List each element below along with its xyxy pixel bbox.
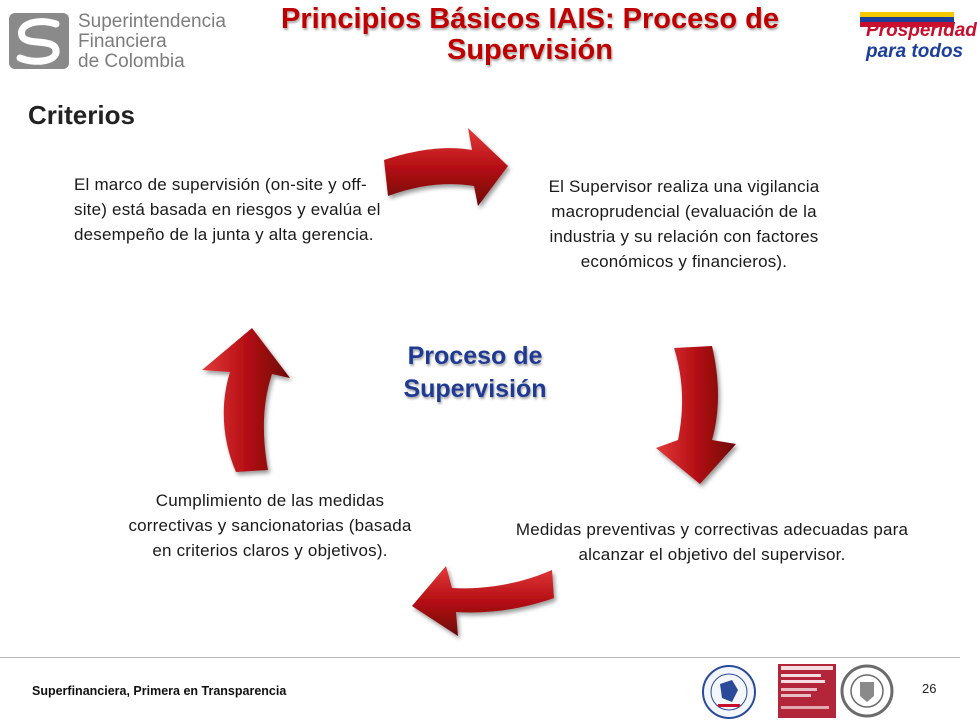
arrow-right-down-icon bbox=[656, 346, 736, 484]
section-subtitle: Criterios bbox=[28, 100, 135, 130]
cycle-center-label bbox=[370, 340, 580, 406]
page-title-line: Principios Básicos IAIS: Proceso de bbox=[281, 3, 779, 35]
bureau-veritas-seal-icon bbox=[840, 662, 894, 720]
logo-text-line: para todos bbox=[866, 41, 964, 62]
center-label-line: Proceso de bbox=[407, 342, 543, 370]
arrow-top-right-icon bbox=[384, 128, 508, 206]
arrow-left-up-icon bbox=[202, 328, 290, 472]
cycle-node-framework: El marco de supervisión (on-site y off-site) está basada en riesgos y evalúa el desempeño de la junta y alta gerencia. bbox=[74, 175, 381, 244]
footer-slogan: Superfinanciera, Primera en Transparencia bbox=[32, 684, 287, 698]
logo-text-line: Superintendencia bbox=[78, 11, 226, 32]
cycle-node-preventive-measures: Medidas preventivas y correctivas adecuadas para alcanzar el objetivo del supervisor. bbox=[515, 520, 909, 564]
footer-divider bbox=[0, 657, 960, 658]
center-label-line: Supervisión bbox=[403, 375, 547, 403]
logo-text-line: Financiera bbox=[78, 31, 167, 52]
iso-badge-icon bbox=[781, 666, 833, 716]
logo-text-line: de Colombia bbox=[78, 51, 185, 72]
page-title-line: Supervisión bbox=[447, 34, 613, 66]
page-number: 26 bbox=[922, 681, 937, 696]
certification-seal-icon bbox=[698, 664, 760, 720]
cycle-node-macroprudential: El Supervisor realiza una vigilancia macroprudencial (evaluación de la industria y su relación con factores económicos y financieros). bbox=[548, 177, 820, 271]
arrow-bottom-left-icon bbox=[412, 566, 554, 636]
iso-certification-badge bbox=[778, 664, 836, 718]
cycle-node-compliance: Cumplimiento de las medidas correctivas y sancionatorias (basada en criterios claros y objetivos). bbox=[128, 491, 412, 560]
logo-text-line: Prosperidad bbox=[866, 20, 977, 41]
